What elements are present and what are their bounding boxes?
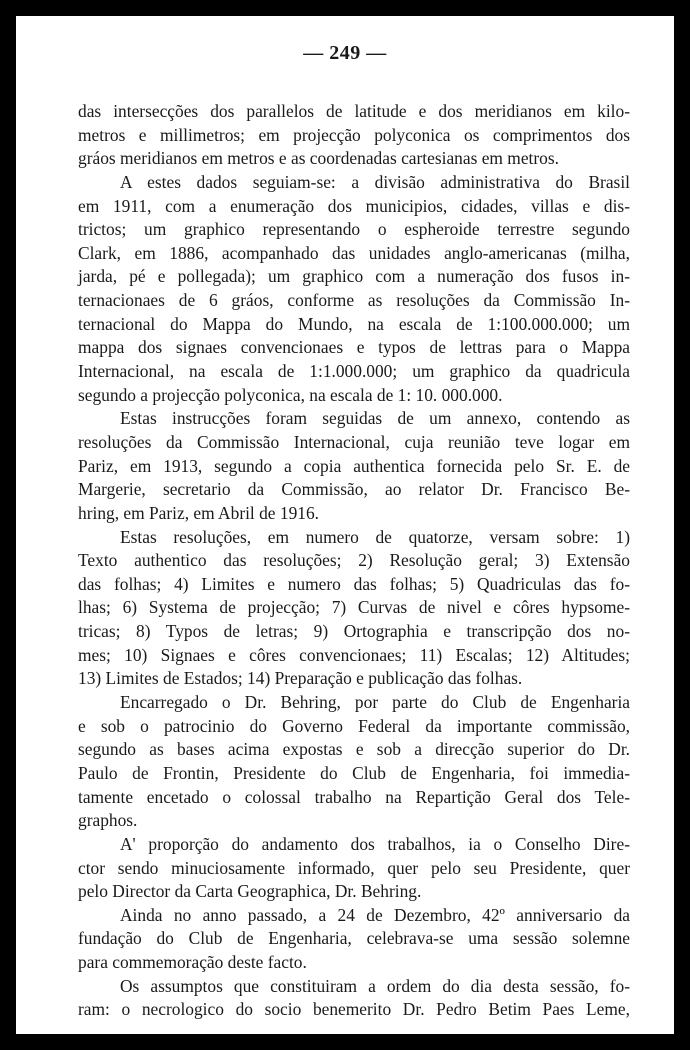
- text-line: segundo as bases acima expostas e sob a direcção superior do Dr.: [78, 739, 630, 760]
- text-line: das folhas; 4) Limites e numero das folhas; 5) Quadriculas das fo-: [78, 573, 630, 594]
- text-line: fundação do Club de Engenharia, celebrava-se uma sessão solemne: [78, 928, 630, 949]
- text-line: ternacional do Mappa do Mundo, na escala de 1:100.000.000; um: [78, 313, 630, 334]
- text-line: tamente encetado o colossal trabalho na Repartição Geral dos Tele-: [78, 786, 630, 807]
- text-line: Estas instrucções foram seguidas de um annexo, contendo as: [120, 408, 630, 429]
- text-line: Ainda no anno passado, a 24 de Dezembro, 42º anniversario da: [120, 904, 630, 925]
- text-line: ram: o necrologico do socio benemerito Dr. Pedro Betim Paes Leme,: [78, 999, 630, 1020]
- text-line: mappa dos signaes convencionaes e typos de lettras para o Mappa: [78, 337, 630, 358]
- text-line: Encarregado o Dr. Behring, por parte do Club de Engenharia: [120, 692, 630, 713]
- text-line: pelo Director da Carta Geographica, Dr. Behring.: [78, 881, 422, 902]
- text-line: Pariz, em 1913, segundo a copia authentica fornecida pelo Sr. E. de: [78, 455, 630, 476]
- text-line: metros e millimetros; em projecção polyconica os comprimentos dos: [78, 124, 630, 145]
- text-line: lhas; 6) Systema de projecção; 7) Curvas de nivel e côres hypsome-: [78, 597, 630, 618]
- text-line: mes; 10) Signaes e côres convencionaes; 11) Escalas; 12) Altitudes;: [78, 644, 630, 665]
- text-line: e sob o patrocinio do Governo Federal da importante commissão,: [78, 715, 630, 736]
- text-line: Margerie, secretario da Commissão, ao relator Dr. Francisco Be-: [78, 479, 630, 500]
- text-line: jarda, pé e pollegada); um graphico com a numeração dos fusos in-: [78, 266, 630, 287]
- text-line: ternacionaes de 6 gráos, conforme as resoluções da Commissão In-: [78, 290, 630, 311]
- text-line: Clark, em 1886, acompanhado das unidades anglo-americanas (milha,: [78, 242, 630, 263]
- text-line: A' proporção do andamento dos trabalhos, ia o Conselho Dire-: [120, 833, 630, 854]
- text-line: das intersecções dos parallelos de latitude e dos meridianos em kilo-: [78, 101, 630, 121]
- text-line: hring, em Pariz, em Abril de 1916.: [78, 502, 320, 523]
- text-line: trictos; um graphico representando o espheroide terrestre segundo: [78, 219, 630, 240]
- page-number: — 249 —: [303, 42, 387, 64]
- text-line: Estas resoluções, em numero de quatorze, versam sobre: 1): [120, 526, 630, 547]
- text-line: A estes dados seguiam-se: a divisão administrativa do Brasil: [120, 171, 630, 192]
- text-line: Os assumptos que constituiram a ordem do dia desta sessão, fo-: [120, 975, 630, 996]
- text-line: 13) Limites de Estados; 14) Preparação e publicação das folhas.: [78, 668, 523, 689]
- text-line: graphos.: [78, 810, 138, 831]
- text-line: segundo a projecção polyconica, na escala de 1: 10. 000.000.: [78, 384, 503, 405]
- text-line: Paulo de Frontin, Presidente do Club de Engenharia, foi immedia-: [78, 762, 630, 783]
- text-line: Internacional, na escala de 1:1.000.000; um graphico da quadricula: [78, 361, 630, 382]
- text-line: tricas; 8) Typos de letras; 9) Ortographia e transcripção dos no-: [78, 621, 630, 642]
- text-line: Texto authentico das resoluções; 2) Resolução geral; 3) Extensão: [78, 550, 630, 571]
- text-line: resoluções da Commissão Internacional, cuja reunião teve logar em: [78, 431, 630, 452]
- text-line: gráos meridianos em metros e as coordenadas cartesianas em metros.: [78, 148, 559, 169]
- page-text: [78, 100, 630, 1022]
- text-line: para commemoração deste facto.: [78, 952, 307, 973]
- text-line: em 1911, com a enumeração dos municipios, cidades, villas e dis-: [78, 195, 630, 216]
- text-line: ctor sendo minuciosamente informado, quer pelo seu Presidente, quer: [78, 857, 630, 878]
